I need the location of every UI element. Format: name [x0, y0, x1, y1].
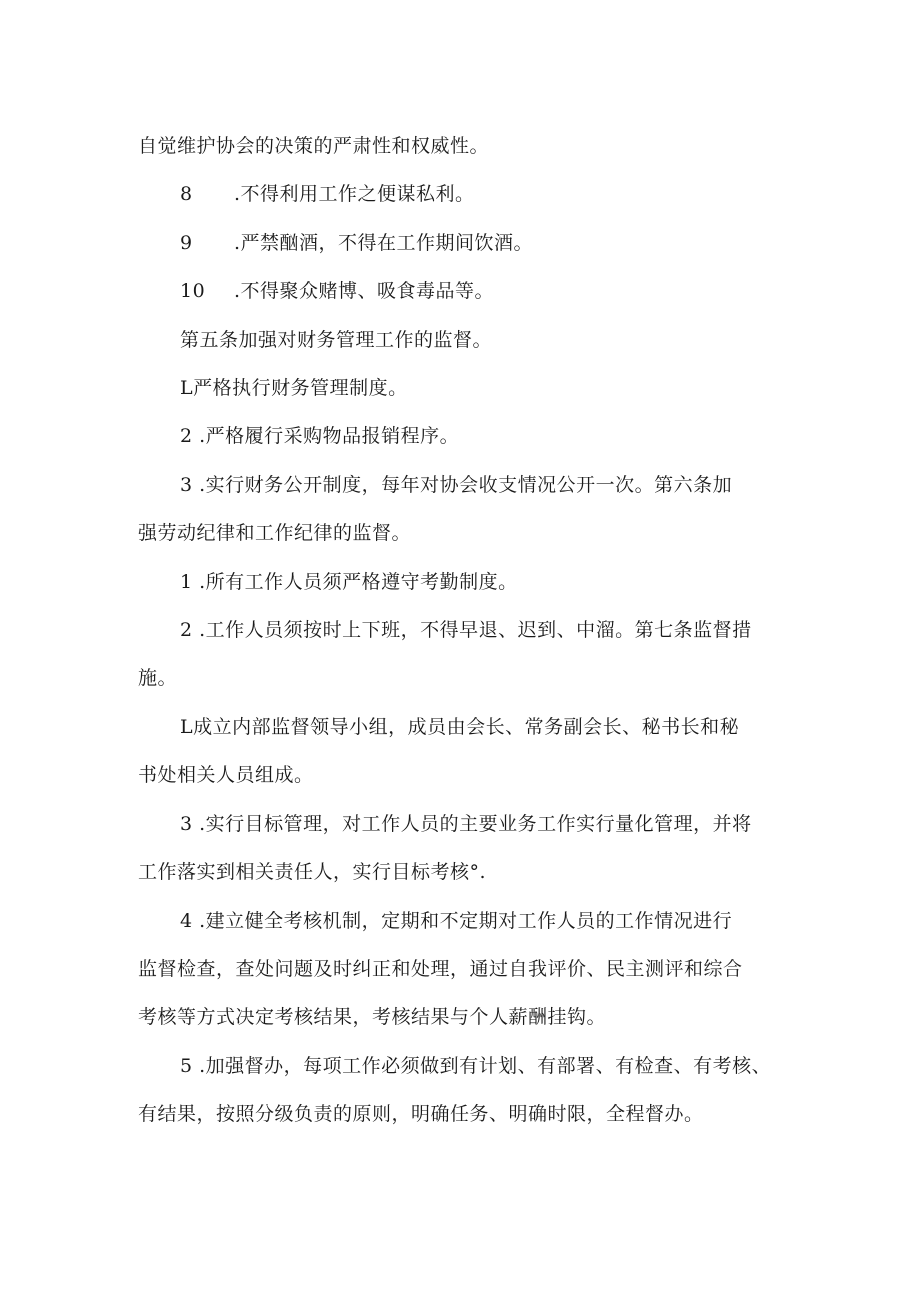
list-item-8: [138, 170, 778, 218]
paragraph-line: 强劳动纪律和工作纪律的监督。: [138, 522, 412, 545]
paragraph-line: 自觉维护协会的决策的严肃性和权威性。: [138, 135, 490, 157]
list-text: .不得聚众赌博、吸食毒品等。: [234, 280, 495, 303]
paragraph-line: L成立内部监督领导小组，成员由会长、常务副会长、秘书长和秘: [180, 715, 740, 738]
list-number: 10: [180, 280, 206, 303]
article-heading: 第五条加强对财务管理工作的监督。: [180, 328, 493, 351]
paragraph-line: 考核等方式决定考核结果，考核结果与个人薪酬挂钩。: [138, 1006, 607, 1029]
paragraph-line: 4 .建立健全考核机制，定期和不定期对工作人员的工作情况进行: [180, 909, 733, 932]
paragraph-line: 3 .实行目标管理，对工作人员的主要业务工作实行量化管理，并将: [180, 812, 752, 835]
paragraph-line: 2 .严格履行采购物品报销程序。: [180, 425, 460, 448]
list-text: .不得利用工作之便谋私利。: [234, 183, 475, 206]
list-item-9: [138, 219, 778, 267]
paragraph-line: 监督检查，查处问题及时纠正和处理，通过自我评价、民主测评和综合: [138, 957, 743, 980]
paragraph-line: 施。: [138, 667, 178, 690]
paragraph-line: 有结果，按照分级负责的原则，明确任务、明确时限，全程督办。: [138, 1103, 704, 1126]
paragraph-line: 3 .实行财务公开制度，每年对协会收支情况公开一次。第六条加: [180, 473, 733, 496]
paragraph-line: 5 .加强督办，每项工作必须做到有计划、有部署、有检查、有考核、: [180, 1054, 772, 1077]
paragraph-line: 书处相关人员组成。: [138, 764, 314, 787]
paragraph-line: 工作落实到相关责任人，实行目标考核°.: [138, 861, 487, 884]
paragraph-line: 1 .所有工作人员须严格遵守考勤制度。: [180, 570, 518, 593]
paragraph-line: 2 .工作人员须按时上下班，不得早退、迟到、中溜。第七条监督措: [180, 619, 752, 642]
list-item-10: [138, 267, 778, 315]
list-number: 8: [180, 183, 193, 206]
list-text: .严禁酗酒，不得在工作期间饮酒。: [234, 231, 534, 254]
list-number: 9: [180, 231, 193, 254]
paragraph-line: L严格执行财务管理制度。: [180, 377, 408, 400]
document-body: [138, 122, 778, 1139]
